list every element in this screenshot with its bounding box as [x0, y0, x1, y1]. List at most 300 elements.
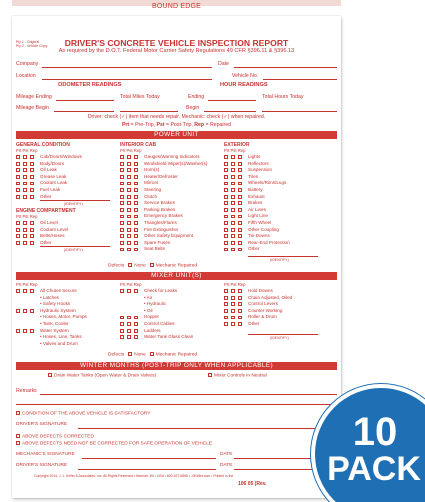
item-label: Spare Fuses: [144, 239, 171, 245]
item-label: Windshield Wiper(s)/Washer(s): [144, 160, 208, 166]
pst-checkbox[interactable]: [23, 195, 27, 199]
rep-checkbox[interactable]: [238, 248, 242, 252]
ply-1-label: Ply 1 - Original: [16, 40, 39, 44]
item-label: Belts/Hoses: [40, 233, 65, 239]
rep-checkbox[interactable]: [134, 316, 138, 320]
mechanic-date-label: DATE: [220, 452, 233, 457]
pst-checkbox[interactable]: [231, 201, 235, 205]
mixer-col1-list-subitem: • Safety Hooks: [40, 301, 71, 307]
general-column-head: Prt Pst Rep: [16, 148, 38, 153]
defects-corrected-checkbox[interactable]: [16, 434, 20, 438]
interior-cab-list-item: [120, 207, 220, 214]
exterior-list-item: [224, 154, 337, 161]
mechanics-signature-label: MECHANIC'S SIGNATURE: [16, 452, 75, 457]
rep-checkbox[interactable]: [134, 335, 138, 339]
item-label: Other: [248, 246, 260, 252]
pst-checkbox[interactable]: [127, 289, 131, 293]
defects-not-corrected-label: ABOVE DEFECTS NEED NOT BE CORRECTED FOR SAFE OPERATION OF VEHICLE: [22, 441, 213, 447]
pst-checkbox[interactable]: [23, 241, 27, 245]
mixer-none-checkbox[interactable]: [128, 352, 132, 356]
prt-checkbox[interactable]: [120, 215, 124, 219]
pst-checkbox[interactable]: [231, 234, 235, 238]
item-label: Fifth Wheel: [248, 219, 272, 225]
item-label: Horn(s): [144, 167, 160, 173]
general-other-line[interactable]: [40, 200, 110, 201]
pst-checkbox[interactable]: [127, 195, 131, 199]
general-condition-list: [16, 154, 116, 200]
pst-checkbox[interactable]: [231, 241, 235, 245]
prt-checkbox[interactable]: [16, 188, 20, 192]
exterior-column-head: Prt Pst Rep: [224, 148, 246, 153]
rep-checkbox[interactable]: [134, 201, 138, 205]
mixer-col1-head: Prt Pst Rep: [16, 282, 38, 287]
pst-checkbox[interactable]: [127, 221, 131, 225]
rep-checkbox[interactable]: [30, 329, 34, 333]
mechanics-signature-line[interactable]: [82, 458, 216, 459]
prt-checkbox[interactable]: [120, 208, 124, 212]
prt-checkbox[interactable]: [224, 168, 228, 172]
exterior-list-item: [224, 200, 337, 207]
prt-checkbox[interactable]: [224, 316, 228, 320]
hours-ending-field[interactable]: [208, 100, 256, 101]
rep-checkbox[interactable]: [134, 162, 138, 166]
mixer-col1-list-subitem: • Hoses, Motor, Pumps: [40, 314, 87, 320]
rep-checkbox[interactable]: [134, 195, 138, 199]
general-identify-label: (IDENTIFY): [64, 202, 83, 206]
pst-checkbox[interactable]: [127, 155, 131, 159]
rep-checkbox[interactable]: [238, 234, 242, 238]
mixer-other-line[interactable]: [248, 334, 318, 335]
rep-checkbox[interactable]: [238, 175, 242, 179]
rep-checkbox[interactable]: [134, 215, 138, 219]
remarks-line-1[interactable]: [40, 394, 337, 395]
prt-checkbox[interactable]: [224, 221, 228, 225]
item-label: Tie-Downs: [248, 233, 270, 239]
rep-checkbox[interactable]: [134, 322, 138, 326]
general-condition-list-item: [16, 174, 116, 181]
general-condition-list-item: [16, 154, 116, 161]
prt-checkbox[interactable]: [16, 168, 20, 172]
interior-cab-list-item: [120, 233, 220, 240]
rep-checkbox[interactable]: [30, 195, 34, 199]
pst-checkbox[interactable]: [231, 248, 235, 252]
prt-checkbox[interactable]: [224, 188, 228, 192]
defects-not-corrected-checkbox[interactable]: [16, 441, 20, 445]
rep-checkbox[interactable]: [238, 221, 242, 225]
rep-checkbox[interactable]: [134, 188, 138, 192]
engine-compartment-list-item: [16, 233, 116, 240]
drain-water-tanks-checkbox[interactable]: [48, 373, 52, 377]
interior-cab-list-item: [120, 246, 220, 253]
rep-checkbox[interactable]: [134, 175, 138, 179]
item-label: Battery: [248, 186, 263, 192]
engine-column-head: Prt Pst Rep: [16, 214, 38, 219]
rep-checkbox[interactable]: [238, 162, 242, 166]
prt-checkbox[interactable]: [120, 248, 124, 252]
pst-checkbox[interactable]: [23, 188, 27, 192]
mixer-col3-list: [224, 288, 337, 328]
power-mechanic-repaired-label: Mechanic Repaired: [155, 263, 198, 269]
pst-checkbox[interactable]: [23, 175, 27, 179]
prt-checkbox[interactable]: [224, 309, 228, 313]
rep-checkbox[interactable]: [238, 188, 242, 192]
mixer-col2-list-item: [120, 314, 220, 321]
defects-corrected-option: [16, 434, 94, 440]
mixer-col2-list-subitem: • Hydraulic: [144, 301, 167, 307]
prt-checkbox[interactable]: [224, 302, 228, 306]
rep-checkbox[interactable]: [30, 155, 34, 159]
pst-checkbox[interactable]: [23, 221, 27, 225]
prt-checkbox[interactable]: [224, 322, 228, 326]
power-none-label: None: [134, 263, 146, 269]
pst-checkbox[interactable]: [127, 182, 131, 186]
prt-checkbox[interactable]: [120, 182, 124, 186]
defects-corrected-label: ABOVE DEFECTS CORRECTED: [22, 434, 94, 440]
prt-checkbox[interactable]: [120, 162, 124, 166]
exterior-other-line[interactable]: [248, 256, 318, 257]
rep-checkbox[interactable]: [30, 234, 34, 238]
pst-checkbox[interactable]: [23, 168, 27, 172]
mixer-neutral-checkbox[interactable]: [208, 373, 212, 377]
engine-other-line[interactable]: [40, 246, 110, 247]
vehicle-no-label: Vehicle No.: [232, 73, 259, 79]
prt-checkbox[interactable]: [16, 228, 20, 232]
exterior-identify-label: (IDENTIFY): [270, 258, 289, 262]
prt-checkbox[interactable]: [224, 241, 228, 245]
prt-checkbox[interactable]: [120, 335, 124, 339]
location-field[interactable]: [42, 79, 212, 80]
total-hours-field[interactable]: [262, 111, 337, 112]
date-field[interactable]: [234, 67, 337, 68]
rep-checkbox[interactable]: [30, 221, 34, 225]
item-label: All Chutes Secure: [40, 288, 77, 293]
rep-checkbox[interactable]: [134, 155, 138, 159]
prt-checkbox[interactable]: [120, 155, 124, 159]
pst-checkbox[interactable]: [231, 175, 235, 179]
pst-checkbox[interactable]: [127, 162, 131, 166]
pst-checkbox[interactable]: [127, 316, 131, 320]
pst-checkbox[interactable]: [23, 289, 27, 293]
rep-checkbox[interactable]: [30, 228, 34, 232]
ply-2-label: Ply 2 - Vehicle Copy: [16, 44, 48, 48]
exterior-list-item: [224, 233, 337, 240]
prt-checkbox[interactable]: [120, 228, 124, 232]
rep-checkbox[interactable]: [30, 188, 34, 192]
prt-checkbox[interactable]: [120, 241, 124, 245]
rep-checkbox[interactable]: [238, 182, 242, 186]
prt-checkbox[interactable]: [224, 234, 228, 238]
rep-checkbox[interactable]: [134, 234, 138, 238]
rep-checkbox[interactable]: [238, 228, 242, 232]
mixer-col3-list-item: [224, 308, 337, 315]
rep-checkbox[interactable]: [30, 168, 34, 172]
prt-checkbox[interactable]: [224, 228, 228, 232]
mixer-col2-head: Prt Pst Rep: [120, 282, 142, 287]
pst-checkbox[interactable]: [231, 168, 235, 172]
prt-checkbox[interactable]: [16, 234, 20, 238]
rep-checkbox[interactable]: [134, 329, 138, 333]
mileage-begin-field[interactable]: [54, 111, 114, 112]
pst-checkbox[interactable]: [231, 316, 235, 320]
satisfactory-option: [16, 411, 150, 417]
pst-checkbox[interactable]: [127, 208, 131, 212]
item-label: Seat Belts: [144, 246, 165, 252]
prt-checkbox[interactable]: [224, 296, 228, 300]
rep-checkbox[interactable]: [238, 155, 242, 159]
general-condition-list-item: [16, 180, 116, 187]
rep-checkbox[interactable]: [238, 195, 242, 199]
mixer-col3-head: Prt Pst Rep: [224, 282, 246, 287]
mixer-col1-list-item: [16, 308, 116, 315]
prt-checkbox[interactable]: [16, 195, 20, 199]
mixer-neutral-label: Mixer Controls in Neutral: [214, 373, 267, 379]
rep-checkbox[interactable]: [238, 316, 242, 320]
mileage-ending-field[interactable]: [56, 100, 114, 101]
copyright-notice: Copyright 2014, J. J. Keller & Associates, Inc. All Rights Reserved • Neenah, WI • USA • 800-327-6868 • JJKeller.com • Printed in the: [34, 474, 234, 478]
pst-checkbox[interactable]: [231, 195, 235, 199]
prt-checkbox[interactable]: [16, 241, 20, 245]
rep-checkbox[interactable]: [238, 201, 242, 205]
power-mechanic-repaired-checkbox[interactable]: [150, 263, 154, 267]
item-label: Fire Extinguisher: [144, 226, 179, 232]
hours-begin-field[interactable]: [204, 111, 256, 112]
drivers-signature-line-2[interactable]: [78, 469, 216, 470]
vehicle-no-field[interactable]: [263, 79, 337, 80]
remarks-label: Remarks: [16, 388, 37, 394]
prt-checkbox[interactable]: [224, 201, 228, 205]
prt-checkbox[interactable]: [224, 175, 228, 179]
item-label: Emergency Brakes: [144, 213, 183, 219]
pst-checkbox[interactable]: [23, 309, 27, 313]
company-field[interactable]: [42, 67, 212, 68]
pst-checkbox[interactable]: [127, 228, 131, 232]
prt-checkbox[interactable]: [224, 289, 228, 293]
pst-checkbox[interactable]: [231, 302, 235, 306]
item-label: Service Brakes: [144, 200, 175, 206]
pst-checkbox[interactable]: [23, 329, 27, 333]
item-label: Other: [40, 239, 52, 245]
item-label: Oil Leak: [40, 167, 57, 173]
power-unit-banner: POWER UNIT: [16, 131, 337, 139]
date-label: Date: [218, 61, 229, 67]
rep-checkbox[interactable]: [238, 302, 242, 306]
pst-checkbox[interactable]: [231, 182, 235, 186]
rep-checkbox[interactable]: [238, 208, 242, 212]
pst-checkbox[interactable]: [127, 168, 131, 172]
mixer-col2-list-subitem: • Oil: [144, 307, 153, 313]
prt-checkbox[interactable]: [120, 168, 124, 172]
satisfactory-checkbox[interactable]: [16, 411, 20, 415]
pst-checkbox[interactable]: [127, 188, 131, 192]
prt-checkbox[interactable]: [224, 215, 228, 219]
interior-cab-list-item: [120, 174, 220, 181]
rep-checkbox[interactable]: [134, 248, 138, 252]
rep-checkbox[interactable]: [238, 309, 242, 313]
company-label: Company: [16, 61, 39, 67]
prt-checkbox[interactable]: [120, 188, 124, 192]
prt-checkbox[interactable]: [16, 329, 20, 333]
mixer-col2-list: [120, 288, 220, 341]
prt-checkbox[interactable]: [120, 201, 124, 205]
pst-checkbox[interactable]: [127, 201, 131, 205]
rep-checkbox[interactable]: [238, 168, 242, 172]
item-label: Chain Adjusted, Oiled: [248, 294, 293, 300]
pst-checkbox[interactable]: [23, 155, 27, 159]
satisfactory-label: CONDITION OF THE ABOVE VEHICLE IS SATISFACTORY: [22, 411, 151, 417]
prt-checkbox[interactable]: [120, 289, 124, 293]
prt-checkbox[interactable]: [224, 155, 228, 159]
prt-checkbox[interactable]: [16, 309, 20, 313]
pst-checkbox[interactable]: [231, 188, 235, 192]
item-label: Wheels/Rims/Lugs: [248, 180, 287, 186]
interior-cab-list-item: [120, 187, 220, 194]
remarks-line-2[interactable]: [16, 404, 337, 405]
rep-checkbox[interactable]: [30, 175, 34, 179]
power-none-checkbox[interactable]: [128, 263, 132, 267]
item-label: Body/Doors: [40, 160, 65, 166]
pst-checkbox[interactable]: [231, 208, 235, 212]
prt-checkbox[interactable]: [120, 329, 124, 333]
item-label: Rear-End Protection: [248, 239, 290, 245]
rep-checkbox[interactable]: [134, 289, 138, 293]
hour-readings-heading: HOUR READINGS: [220, 82, 268, 88]
prt-checkbox[interactable]: [120, 175, 124, 179]
pst-checkbox[interactable]: [231, 162, 235, 166]
pst-checkbox[interactable]: [23, 234, 27, 238]
prt-checkbox[interactable]: [120, 195, 124, 199]
total-miles-field[interactable]: [120, 111, 178, 112]
pst-checkbox[interactable]: [127, 329, 131, 333]
pst-checkbox[interactable]: [127, 248, 131, 252]
pst-checkbox[interactable]: [127, 241, 131, 245]
interior-cab-list-item: [120, 227, 220, 234]
pst-checkbox[interactable]: [231, 309, 235, 313]
rep-checkbox[interactable]: [30, 309, 34, 313]
interior-cab-list-item: [120, 200, 220, 207]
mixer-col1-list: [16, 288, 116, 347]
prt-checkbox[interactable]: [120, 234, 124, 238]
rep-checkbox[interactable]: [134, 208, 138, 212]
odometer-readings-heading: ODOMETER READINGS: [58, 82, 122, 88]
pst-checkbox[interactable]: [23, 162, 27, 166]
drain-water-tanks-label: Drain Water Tanks (Open Water & Drain Valves): [54, 373, 157, 379]
pst-checkbox[interactable]: [127, 234, 131, 238]
exterior-heading: EXTERIOR: [224, 142, 250, 148]
general-condition-list-item: [16, 161, 116, 168]
mixer-col2-list-item: [120, 328, 220, 335]
prt-checkbox[interactable]: [16, 289, 20, 293]
mixer-col1-list-subitem: • Hoses, Line, Tanks: [40, 334, 82, 340]
exterior-list-item: [224, 207, 337, 214]
engine-identify-label: (IDENTIFY): [64, 248, 83, 252]
mixer-col3-list-item: [224, 301, 337, 308]
rep-checkbox[interactable]: [30, 182, 34, 186]
pst-checkbox[interactable]: [127, 215, 131, 219]
mixer-col2-list-item: [120, 321, 220, 328]
item-label: Coolant Level: [40, 226, 69, 232]
pst-checkbox[interactable]: [231, 296, 235, 300]
rep-checkbox[interactable]: [238, 241, 242, 245]
interior-cab-list-item: [120, 194, 220, 201]
mixer-col2-list-item: [120, 288, 220, 295]
rep-checkbox[interactable]: [30, 241, 34, 245]
pst-checkbox[interactable]: [231, 155, 235, 159]
pst-checkbox[interactable]: [127, 335, 131, 339]
pst-checkbox[interactable]: [231, 322, 235, 326]
prt-checkbox[interactable]: [16, 155, 20, 159]
item-label: Other Safety Equipment: [144, 233, 194, 239]
prt-checkbox[interactable]: [224, 248, 228, 252]
power-defects-label: Defects: [108, 263, 125, 269]
mileage-ending-label: Mileage Ending: [16, 94, 52, 100]
pst-checkbox[interactable]: [23, 182, 27, 186]
item-label: Coolant Leak: [40, 180, 68, 186]
form-title: DRIVER'S CONCRETE VEHICLE INSPECTION REPORT: [64, 38, 289, 48]
rep-checkbox[interactable]: [134, 228, 138, 232]
pst-checkbox[interactable]: [231, 221, 235, 225]
rep-checkbox[interactable]: [238, 289, 242, 293]
prt-checkbox[interactable]: [16, 182, 20, 186]
mixer-unit-banner: MIXER UNIT(S): [16, 272, 337, 280]
rep-checkbox[interactable]: [30, 162, 34, 166]
prt-checkbox[interactable]: [120, 322, 124, 326]
mixer-col1-list-item: [16, 328, 116, 335]
pst-checkbox[interactable]: [127, 322, 131, 326]
form-subtitle: As required by the D.O.T. Federal Motor Carrier Safety Regulations 49 CFR §396.11 & §396.13: [58, 48, 295, 54]
mixer-mechanic-repaired-checkbox[interactable]: [150, 352, 154, 356]
prt-checkbox[interactable]: [16, 175, 20, 179]
general-condition-list-item: [16, 167, 116, 174]
prt-checkbox[interactable]: [16, 221, 20, 225]
form-number: 106 05 (Rev.: [238, 481, 267, 487]
rep-checkbox[interactable]: [134, 221, 138, 225]
prt-checkbox[interactable]: [224, 182, 228, 186]
drivers-signature-line-1[interactable]: [78, 428, 337, 429]
rep-checkbox[interactable]: [238, 296, 242, 300]
pst-checkbox[interactable]: [231, 215, 235, 219]
prt-checkbox[interactable]: [16, 162, 20, 166]
item-label: Hydraulic System: [40, 307, 76, 313]
prt-checkbox[interactable]: [224, 195, 228, 199]
pst-checkbox[interactable]: [127, 175, 131, 179]
rep-checkbox[interactable]: [238, 322, 242, 326]
prt-checkbox[interactable]: [224, 208, 228, 212]
prt-checkbox[interactable]: [120, 221, 124, 225]
rep-checkbox[interactable]: [134, 168, 138, 172]
rep-checkbox[interactable]: [238, 215, 242, 219]
item-label: Hold Downs: [248, 288, 273, 293]
pst-checkbox[interactable]: [231, 289, 235, 293]
pst-checkbox[interactable]: [231, 228, 235, 232]
item-label: Control Levers: [248, 301, 278, 307]
engine-compartment-list-item: [16, 220, 116, 227]
rep-checkbox[interactable]: [30, 289, 34, 293]
mixer-col2-list-subitem: • Air: [144, 294, 153, 300]
mixer-col1-list-item: [16, 288, 116, 295]
driver-date-label: DATE: [220, 463, 233, 468]
item-label: Control Cables: [144, 320, 175, 326]
mixer-defects-label: Defects: [108, 352, 125, 358]
pst-checkbox[interactable]: [23, 228, 27, 232]
exterior-list-item: [224, 161, 337, 168]
prt-checkbox[interactable]: [224, 162, 228, 166]
prt-checkbox[interactable]: [120, 316, 124, 320]
rep-checkbox[interactable]: [134, 182, 138, 186]
item-label: Water Tank Glass Clean: [144, 334, 194, 340]
exterior-list-item: [224, 194, 337, 201]
engine-compartment-list: [16, 220, 116, 246]
rep-checkbox[interactable]: [134, 241, 138, 245]
